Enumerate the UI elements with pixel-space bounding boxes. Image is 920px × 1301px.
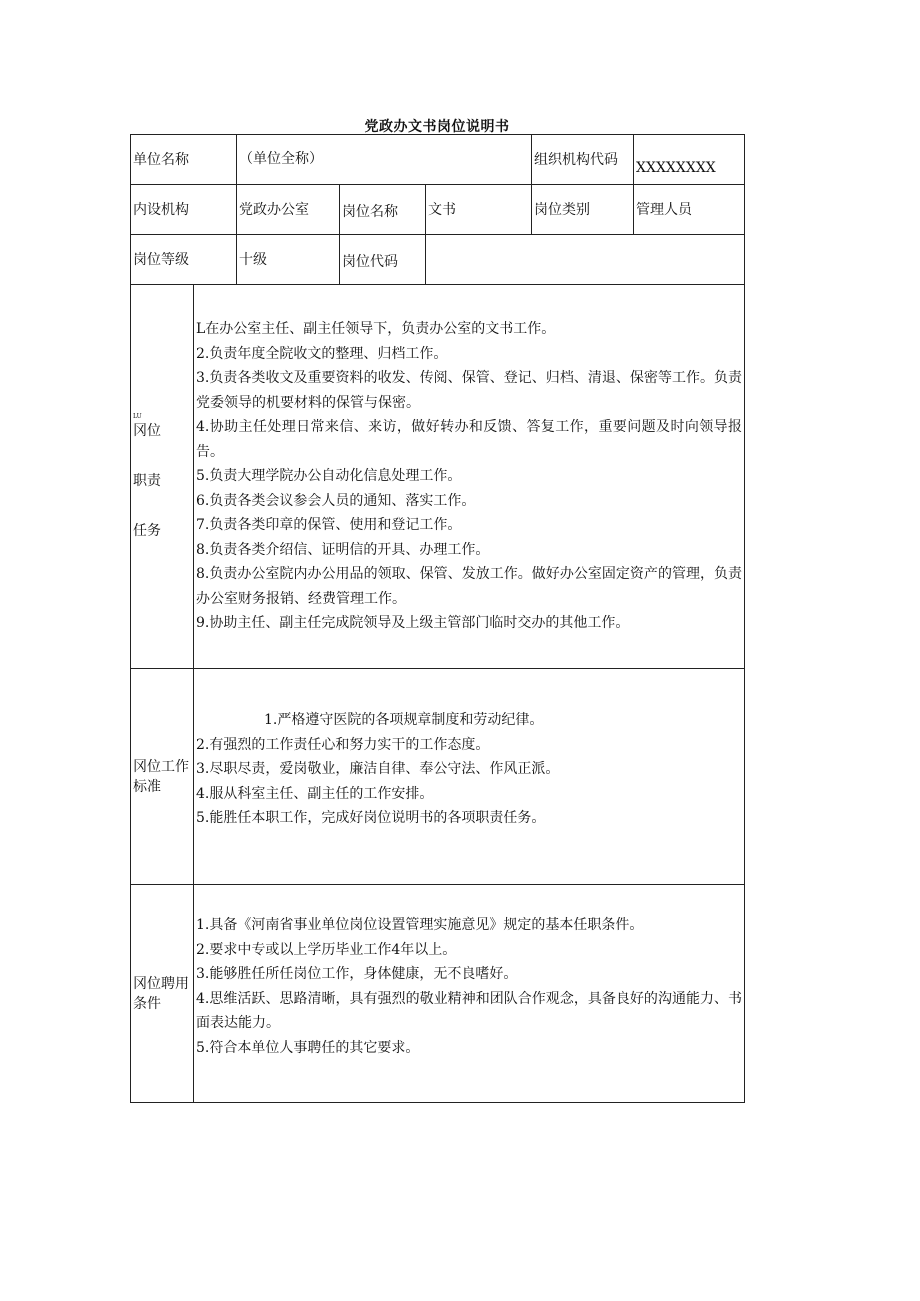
document-title: 党政办文书岗位说明书	[364, 119, 510, 135]
duty-item: 8.负责办公室院内办公用品的领取、保管、发放工作。做好办公室固定资产的管理，负责办公室财务报销、经费管理工作。	[196, 566, 743, 607]
conditions-content	[194, 885, 745, 1103]
post-name-value: 文书	[426, 185, 532, 235]
dept-row	[131, 185, 745, 235]
post-code-value	[426, 235, 745, 285]
post-code-label: 岗位代码	[340, 235, 426, 285]
org-code-label: 组织机构代码	[532, 135, 634, 185]
post-type-value: 管理人员	[634, 185, 745, 235]
standards-content	[194, 669, 745, 885]
duties-label-line-1: 冈位	[133, 422, 161, 439]
standard-item: 1.严格遵守医院的各项规章制度和劳动纪律。	[264, 712, 544, 729]
duties-list	[196, 317, 742, 636]
post-type-label: 岗位类别	[532, 185, 634, 235]
conditions-label: 冈位聘用条件	[131, 885, 194, 1103]
condition-item: 3.能够胜任所任岗位工作，身体健康，无不良嗜好。	[196, 966, 518, 982]
standards-list	[196, 708, 742, 831]
standard-item: 4.服从科室主任、副主任的工作安排。	[196, 785, 434, 802]
conditions-list	[196, 913, 742, 1060]
conditions-row	[131, 885, 745, 1103]
duty-item: 2.负责年度全院收文的整理、归档工作。	[196, 345, 448, 362]
dept-value: 党政办公室	[237, 185, 340, 235]
standards-label: 冈位工作标准	[131, 669, 194, 885]
standard-item: 5.能胜任本职工作，完成好岗位说明书的各项职责任务。	[196, 810, 546, 827]
condition-item: 4.思维活跃、思路清晰，具有强烈的敬业精神和团队合作观念，具备良好的沟通能力、书面表达能力。	[196, 990, 743, 1031]
duty-item: 6.负责各类会议参会人员的通知、落实工作。	[196, 492, 476, 509]
unit-name-label: 单位名称	[131, 135, 237, 185]
duty-item: L在办公室主任、副主任领导下，负责办公室的文书工作。	[196, 321, 556, 338]
duties-label-line-3: 任务	[133, 522, 161, 539]
unit-row	[131, 135, 745, 185]
duties-row	[131, 285, 745, 669]
condition-item: 2.要求中专或以上学历毕业工作4年以上。	[196, 941, 457, 958]
standards-row	[131, 669, 745, 885]
dept-label: 内设机构	[131, 185, 237, 235]
standard-item: 3.尽职尽责，爱岗敬业，廉洁自律、奉公守法、作风正派。	[196, 761, 560, 778]
duty-item: 4.协助主任处理日常来信、来访，做好转办和反馈、答复工作，重要问题及时向领导报告。	[196, 419, 743, 460]
duty-item: 5.负责大理学院办公自动化信息处理工作。	[196, 468, 462, 485]
grade-row	[131, 235, 745, 285]
duties-label-line-2: 职责	[133, 472, 161, 489]
duty-item: 8.负责各类介绍信、证明信的开具、办理工作。	[196, 541, 490, 558]
unit-name-value: （单位全称）	[237, 135, 532, 185]
duty-item: 3.负责各类收文及重要资料的收发、传阅、保管、登记、归档、清退、保密等工作。负责党委领导的机要材料的保管与保密。	[196, 370, 743, 411]
duty-item: 9.协助主任、副主任完成院领导及上级主管部门临时交办的其他工作。	[196, 615, 630, 632]
duties-label	[131, 285, 194, 669]
duty-item: 7.负责各类印章的保管、使用和登记工作。	[196, 517, 462, 534]
condition-item: 5.符合本单位人事聘任的其它要求。	[196, 1039, 420, 1056]
duties-content	[194, 285, 745, 669]
org-code-value: XXXXXXXX	[634, 135, 745, 185]
standard-item: 2.有强烈的工作责任心和努力实干的工作态度。	[196, 736, 490, 753]
duties-mark: LU	[133, 412, 142, 420]
post-grade-label: 岗位等级	[131, 235, 237, 285]
post-grade-value: 十级	[237, 235, 340, 285]
post-name-label: 岗位名称	[340, 185, 426, 235]
post-description-table	[130, 134, 745, 1103]
condition-item: 1.具备《河南省事业单位岗位设置管理实施意见》规定的基本任职条件。	[196, 917, 644, 933]
